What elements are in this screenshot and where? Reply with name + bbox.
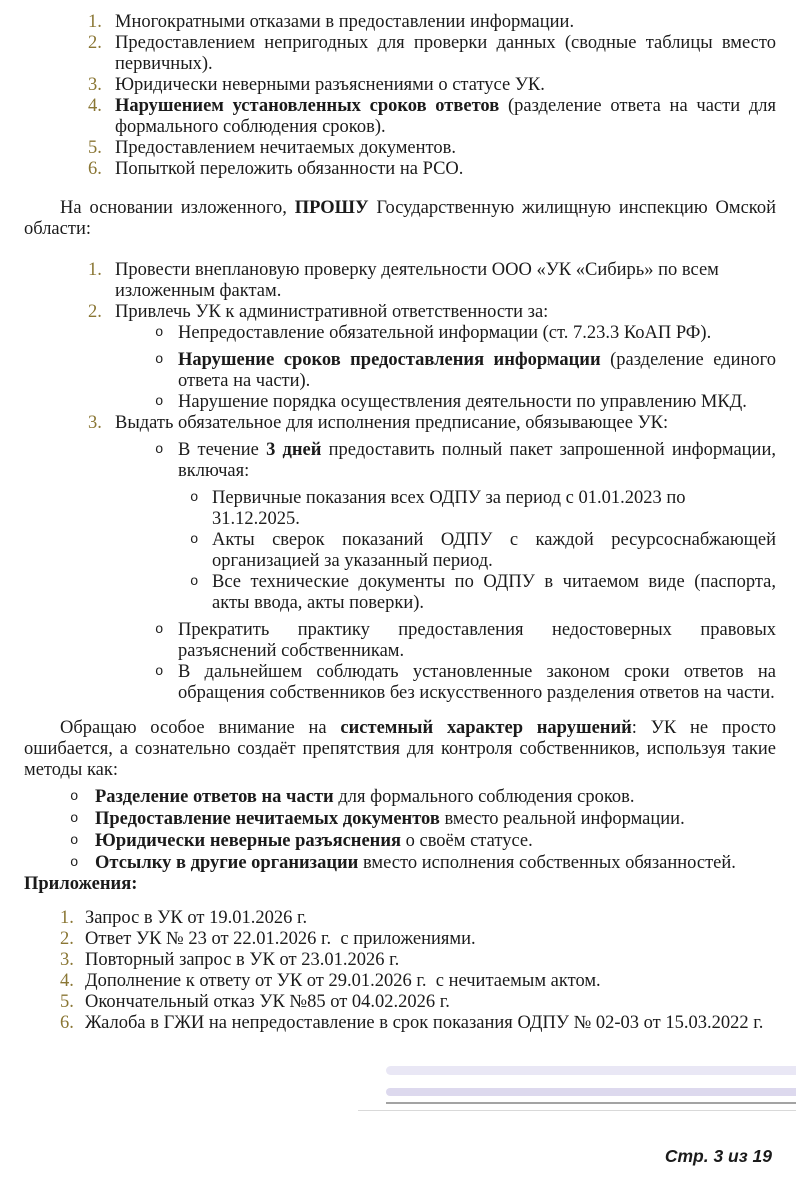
violations-list: [88, 12, 776, 180]
list-item-text: Жалоба в ГЖИ на непредоставление в срок показания ОДПУ № 02-03 от 15.03.2022 г.: [85, 1013, 764, 1033]
prescription-sublist: [155, 440, 776, 704]
list-number: 2.: [60, 929, 74, 949]
list-item: [88, 33, 776, 75]
list-number: 2.: [88, 302, 102, 322]
list-item: [88, 12, 776, 33]
list-item-text: Попыткой переложить обязанности на РСО.: [115, 159, 464, 179]
band-divider-line: [386, 1102, 796, 1104]
list-item-text: Провести внеплановую проверку деятельности ООО «УК «Сибирь» по всем изложенным фактам.: [115, 260, 719, 301]
request-intro-paragraph: На основании изложенного, ПРОШУ Государственную жилищную инспекцию Омской области:: [24, 198, 776, 239]
list-item: [60, 992, 776, 1013]
list-item: o Разделение ответов на части для формального соблюдения сроков.: [70, 787, 635, 807]
sub-sub-item: o Первичные показания всех ОДПУ за период с 01.01.2023 по 31.12.2025.: [190, 488, 686, 529]
list-item-text: Предоставлением нечитаемых документов.: [115, 138, 456, 158]
list-item-text: Окончательный отказ УК №85 от 04.02.2026 г.: [85, 992, 450, 1012]
circle-bullet: o: [155, 352, 164, 368]
list-number: 4.: [60, 971, 74, 991]
list-number: 5.: [88, 138, 102, 158]
circle-bullet: o: [70, 833, 79, 849]
list-item: [60, 950, 776, 971]
emphasis-systemic: системный характер нарушений: [340, 718, 632, 738]
methods-list: [70, 787, 776, 874]
list-item: [60, 929, 776, 950]
list-item: [88, 159, 776, 180]
list-item-text: Предоставлением непригодных для проверки данных (сводные таблицы вместо первичных).: [115, 33, 776, 74]
sub-item: o Непредоставление обязательной информации (ст. 7.23.3 КоАП РФ).: [155, 323, 712, 343]
list-item: [60, 1013, 776, 1034]
circle-bullet: o: [70, 811, 79, 827]
sub-sub-item: o Акты сверок показаний ОДПУ с каждой ресурсоснабжающей организацией за указанный период.: [190, 530, 776, 571]
list-item: [88, 302, 776, 413]
list-item-text: Ответ УК № 23 от 22.01.2026 г. с приложениями.: [85, 929, 476, 949]
list-item: [88, 413, 776, 704]
list-number: 1.: [88, 12, 102, 32]
list-number: 3.: [88, 75, 102, 95]
band-stripe-top: [386, 1066, 796, 1075]
circle-bullet: o: [155, 394, 164, 410]
list-number: 3.: [60, 950, 74, 970]
list-number: 6.: [60, 1013, 74, 1033]
list-number: 6.: [88, 159, 102, 179]
requests-list: [88, 260, 776, 704]
list-item: [60, 908, 776, 929]
circle-bullet: o: [155, 325, 164, 341]
list-number: 1.: [60, 908, 74, 928]
circle-bullet: o: [190, 532, 199, 548]
sub-sub-item: o Все технические документы по ОДПУ в читаемом виде (паспорта, акты ввода, акты поверки).: [190, 572, 776, 613]
list-item-text: Юридически неверными разъяснениями о статусе УК.: [115, 75, 545, 95]
list-item: [88, 75, 776, 96]
attachments-heading: Приложения:: [24, 874, 138, 894]
list-item-text: Многократными отказами в предоставлении информации.: [115, 12, 575, 32]
list-item-text: Повторный запрос в УК от 23.01.2026 г.: [85, 950, 400, 970]
sub-item: o Нарушение порядка осуществления деятельности по управлению МКД.: [155, 392, 747, 412]
scrollbar-artifact-band: [386, 1062, 796, 1114]
list-item-text: Привлечь УК к административной ответственности за:: [115, 302, 549, 322]
page-number: Стр. 3 из 19: [664, 1146, 772, 1166]
sub-item: o В дальнейшем соблюдать установленные законом сроки ответов на обращения собственников без искусственного разделения ответов на части.: [155, 662, 776, 703]
list-number: 5.: [60, 992, 74, 1012]
list-item: o Отсылку в другие организации вместо исполнения собственных обязанностей.: [70, 853, 736, 873]
list-number: 3.: [88, 413, 102, 433]
list-number: 2.: [88, 33, 102, 53]
circle-bullet: o: [155, 664, 164, 680]
circle-bullet: o: [155, 442, 164, 458]
band-stripe-bottom: [386, 1088, 796, 1096]
list-number: 1.: [88, 260, 102, 280]
circle-bullet: o: [190, 490, 199, 506]
list-item-text: Запрос в УК от 19.01.2026 г.: [85, 908, 308, 928]
list-item-text: (разделение ответа на части для формального соблюдения сроков).: [115, 96, 776, 137]
list-item-text: Дополнение к ответу от УК от 29.01.2026 г. с нечитаемым актом.: [85, 971, 601, 991]
circle-bullet: o: [190, 574, 199, 590]
list-item: o Предоставление нечитаемых документов вместо реальной информации.: [70, 809, 685, 829]
sub-item: o Нарушение сроков предоставления информации (разделение единого ответа на части).: [155, 350, 777, 391]
list-item: 4. Нарушением установленных сроков ответов (разделение ответа на части для формального соблюдения сроков).: [88, 96, 776, 137]
sub-item: o Прекратить практику предоставления недостоверных правовых разъяснений собственникам.: [155, 620, 776, 661]
list-item: [60, 971, 776, 992]
circle-bullet: o: [70, 789, 79, 805]
band-faint-line: [358, 1110, 796, 1111]
attachments-list: [60, 908, 776, 1034]
list-item-text: Выдать обязательное для исполнения предписание, обязывающее УК:: [115, 413, 669, 433]
circle-bullet: o: [155, 622, 164, 638]
list-number: 4.: [88, 96, 102, 116]
circle-bullet: o: [70, 855, 79, 871]
attention-paragraph: Обращаю особое внимание на системный характер нарушений: УК не просто ошибается, а сознательно создаёт препятствия для контроля собственников, используя такие методы как:: [24, 718, 777, 780]
sanctions-sublist: [155, 323, 776, 413]
list-item: [88, 260, 776, 302]
list-item: o Юридически неверные разъяснения о своём статусе.: [70, 831, 533, 851]
sub-item: o В течение 3 дней предоставить полный пакет запрошенной информации, включая:: [155, 440, 776, 481]
list-item: [88, 138, 776, 159]
documents-sublist: [190, 488, 776, 614]
emphasis-proshu: ПРОШУ: [294, 198, 369, 218]
